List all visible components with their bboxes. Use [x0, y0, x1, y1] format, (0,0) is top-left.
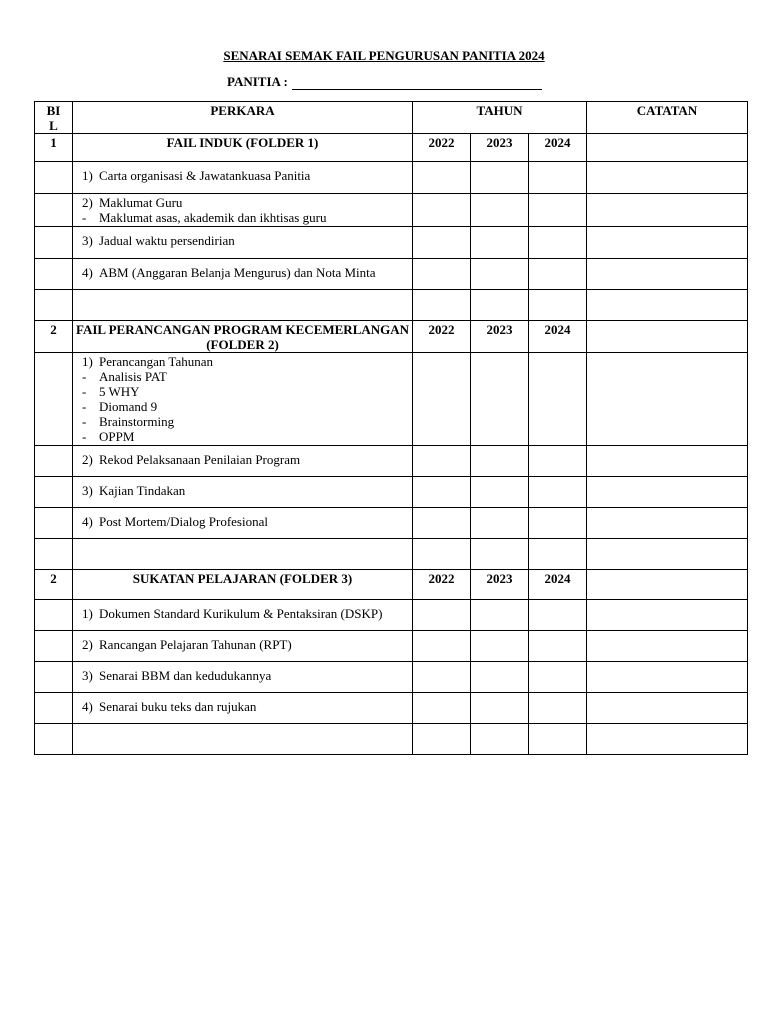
item-line [82, 384, 408, 399]
catatan-cell[interactable] [587, 693, 748, 724]
bil-cell [35, 353, 73, 446]
item-text-cell [73, 662, 413, 693]
item-line [82, 668, 408, 683]
item-row [35, 446, 748, 477]
item-marker: 4) [82, 265, 93, 280]
item-row [35, 353, 748, 446]
year-check-cell[interactable] [471, 259, 529, 290]
catatan-cell[interactable] [587, 446, 748, 477]
panitia-label: PANITIA : [227, 74, 288, 89]
item-line [82, 210, 408, 225]
section-title: FAIL PERANCANGAN PROGRAM KECEMERLANGAN (FOLDER 2) [73, 321, 413, 353]
item-line [82, 195, 408, 210]
checklist-body [35, 134, 748, 755]
year-header: 2024 [529, 134, 587, 162]
year-check-cell[interactable] [413, 227, 471, 259]
bil-cell [35, 259, 73, 290]
year-check-cell[interactable] [471, 477, 529, 508]
blank-cell[interactable] [35, 724, 73, 755]
item-marker: 2) [82, 452, 93, 467]
blank-cell[interactable] [73, 539, 413, 570]
year-check-cell[interactable] [471, 508, 529, 539]
item-line [82, 514, 408, 529]
item-label: Jadual waktu persendirian [99, 233, 235, 248]
item-text-cell [73, 600, 413, 631]
year-check-cell[interactable] [413, 508, 471, 539]
blank-cell[interactable] [471, 724, 529, 755]
item-label: OPPM [99, 429, 135, 444]
item-label: Perancangan Tahunan [99, 354, 213, 369]
item-line [82, 699, 408, 714]
item-text-cell [73, 227, 413, 259]
item-row [35, 600, 748, 631]
blank-cell[interactable] [529, 539, 587, 570]
catatan-cell[interactable] [587, 631, 748, 662]
header-row [35, 102, 748, 134]
item-text-cell [73, 693, 413, 724]
bil-cell [35, 194, 73, 227]
blank-cell[interactable] [587, 724, 748, 755]
blank-cell[interactable] [471, 290, 529, 321]
item-text-cell [73, 477, 413, 508]
year-check-cell[interactable] [529, 600, 587, 631]
blank-row [35, 539, 748, 570]
item-marker: 2) [82, 195, 93, 210]
year-check-cell[interactable] [413, 259, 471, 290]
year-check-cell[interactable] [529, 631, 587, 662]
year-header: 2022 [413, 570, 471, 600]
year-check-cell[interactable] [471, 227, 529, 259]
blank-cell[interactable] [413, 724, 471, 755]
item-marker: 1) [82, 606, 93, 621]
blank-cell[interactable] [35, 290, 73, 321]
year-check-cell[interactable] [413, 162, 471, 194]
bil-cell [35, 693, 73, 724]
catatan-cell[interactable] [587, 259, 748, 290]
item-line [82, 483, 408, 498]
item-text-cell [73, 508, 413, 539]
item-marker: - [82, 414, 87, 429]
year-header: 2023 [471, 570, 529, 600]
section-number: 1 [35, 134, 73, 162]
item-label: Carta organisasi & Jawatankuasa Panitia [99, 168, 311, 183]
blank-cell[interactable] [73, 290, 413, 321]
item-row [35, 259, 748, 290]
item-text-cell [73, 353, 413, 446]
year-check-cell[interactable] [413, 693, 471, 724]
section-number: 2 [35, 570, 73, 600]
year-check-cell[interactable] [471, 662, 529, 693]
year-check-cell[interactable] [471, 353, 529, 446]
item-marker: 4) [82, 699, 93, 714]
section-row [35, 321, 748, 353]
blank-row [35, 290, 748, 321]
bil-cell [35, 227, 73, 259]
item-marker: 2) [82, 637, 93, 652]
catatan-cell[interactable] [587, 194, 748, 227]
blank-cell[interactable] [529, 290, 587, 321]
item-marker: 1) [82, 354, 93, 369]
year-check-cell[interactable] [413, 662, 471, 693]
item-line [82, 606, 408, 621]
year-check-cell[interactable] [413, 446, 471, 477]
year-header: 2023 [471, 321, 529, 353]
item-label: ABM (Anggaran Belanja Mengurus) dan Nota Minta [99, 265, 376, 280]
catatan-cell[interactable] [587, 321, 748, 353]
item-row [35, 693, 748, 724]
panitia-blank-line[interactable] [292, 76, 542, 90]
year-check-cell[interactable] [413, 353, 471, 446]
year-header: 2022 [413, 321, 471, 353]
item-line [82, 233, 408, 248]
year-check-cell[interactable] [529, 446, 587, 477]
year-header: 2023 [471, 134, 529, 162]
catatan-cell[interactable] [587, 353, 748, 446]
catatan-cell[interactable] [587, 508, 748, 539]
header-catatan: CATATAN [587, 102, 748, 134]
blank-cell[interactable] [73, 724, 413, 755]
catatan-cell[interactable] [587, 227, 748, 259]
year-check-cell[interactable] [413, 631, 471, 662]
catatan-cell[interactable] [587, 134, 748, 162]
item-marker: 3) [82, 483, 93, 498]
panitia-field [227, 74, 542, 90]
item-label: Rekod Pelaksanaan Penilaian Program [99, 452, 301, 467]
catatan-cell[interactable] [587, 600, 748, 631]
item-label: Senarai BBM dan kedudukannya [99, 668, 272, 683]
catatan-cell[interactable] [587, 162, 748, 194]
item-marker: - [82, 399, 87, 414]
blank-cell[interactable] [471, 539, 529, 570]
bil-cell [35, 446, 73, 477]
bil-cell [35, 477, 73, 508]
year-check-cell[interactable] [413, 600, 471, 631]
header-perkara: PERKARA [73, 102, 413, 134]
blank-cell[interactable] [413, 290, 471, 321]
item-row [35, 194, 748, 227]
item-row [35, 662, 748, 693]
item-marker: 4) [82, 514, 93, 529]
item-label: Brainstorming [99, 414, 175, 429]
catatan-cell[interactable] [587, 662, 748, 693]
item-line [82, 399, 408, 414]
item-line [82, 265, 408, 280]
year-check-cell[interactable] [529, 662, 587, 693]
year-check-cell[interactable] [529, 162, 587, 194]
blank-cell[interactable] [35, 539, 73, 570]
year-check-cell[interactable] [471, 194, 529, 227]
year-check-cell[interactable] [529, 477, 587, 508]
year-check-cell[interactable] [471, 446, 529, 477]
item-line [82, 369, 408, 384]
year-header: 2024 [529, 570, 587, 600]
item-marker: - [82, 210, 87, 225]
year-check-cell[interactable] [471, 162, 529, 194]
item-line [82, 354, 408, 369]
item-row [35, 162, 748, 194]
bil-cell [35, 662, 73, 693]
year-check-cell[interactable] [471, 631, 529, 662]
item-text-cell [73, 259, 413, 290]
year-check-cell[interactable] [471, 693, 529, 724]
bil-cell [35, 162, 73, 194]
item-label: Analisis PAT [99, 369, 167, 384]
item-label: Maklumat Guru [99, 195, 183, 210]
item-label: Rancangan Pelajaran Tahunan (RPT) [99, 637, 292, 652]
item-text-cell [73, 194, 413, 227]
bil-cell [35, 508, 73, 539]
year-check-cell[interactable] [529, 353, 587, 446]
section-title: SUKATAN PELAJARAN (FOLDER 3) [73, 570, 413, 600]
item-marker: 1) [82, 168, 93, 183]
item-row [35, 477, 748, 508]
item-label: Dokumen Standard Kurikulum & Pentaksiran (DSKP) [99, 606, 383, 621]
item-text-cell [73, 162, 413, 194]
item-line [82, 429, 408, 444]
item-text-cell [73, 631, 413, 662]
section-number: 2 [35, 321, 73, 353]
year-header: 2022 [413, 134, 471, 162]
item-marker: - [82, 369, 87, 384]
year-check-cell[interactable] [529, 227, 587, 259]
section-title: FAIL INDUK (FOLDER 1) [73, 134, 413, 162]
item-marker: 3) [82, 233, 93, 248]
item-row [35, 227, 748, 259]
header-bil: BIL [35, 102, 73, 134]
item-label: Diomand 9 [99, 399, 158, 414]
item-label: Post Mortem/Dialog Profesional [99, 514, 268, 529]
section-row [35, 134, 748, 162]
item-line [82, 168, 408, 183]
item-label: Maklumat asas, akademik dan ikhtisas guru [99, 210, 327, 225]
item-label: Kajian Tindakan [99, 483, 186, 498]
blank-cell[interactable] [587, 290, 748, 321]
item-row [35, 631, 748, 662]
catatan-cell[interactable] [587, 570, 748, 600]
year-check-cell[interactable] [413, 477, 471, 508]
item-line [82, 637, 408, 652]
blank-cell[interactable] [413, 539, 471, 570]
year-check-cell[interactable] [529, 693, 587, 724]
header-tahun: TAHUN [413, 102, 587, 134]
item-line [82, 414, 408, 429]
year-check-cell[interactable] [529, 508, 587, 539]
bil-cell [35, 600, 73, 631]
item-text-cell [73, 446, 413, 477]
section-row [35, 570, 748, 600]
year-check-cell[interactable] [529, 259, 587, 290]
year-check-cell[interactable] [529, 194, 587, 227]
item-marker: - [82, 384, 87, 399]
item-label: 5 WHY [99, 384, 140, 399]
blank-cell[interactable] [529, 724, 587, 755]
item-marker: - [82, 429, 87, 444]
document-title: SENARAI SEMAK FAIL PENGURUSAN PANITIA 2024 [223, 48, 545, 63]
item-label: Senarai buku teks dan rujukan [99, 699, 257, 714]
blank-row [35, 724, 748, 755]
blank-cell[interactable] [587, 539, 748, 570]
bil-cell [35, 631, 73, 662]
year-check-cell[interactable] [413, 194, 471, 227]
item-line [82, 452, 408, 467]
year-check-cell[interactable] [471, 600, 529, 631]
checklist-table [34, 101, 748, 755]
year-header: 2024 [529, 321, 587, 353]
catatan-cell[interactable] [587, 477, 748, 508]
item-marker: 3) [82, 668, 93, 683]
item-row [35, 508, 748, 539]
